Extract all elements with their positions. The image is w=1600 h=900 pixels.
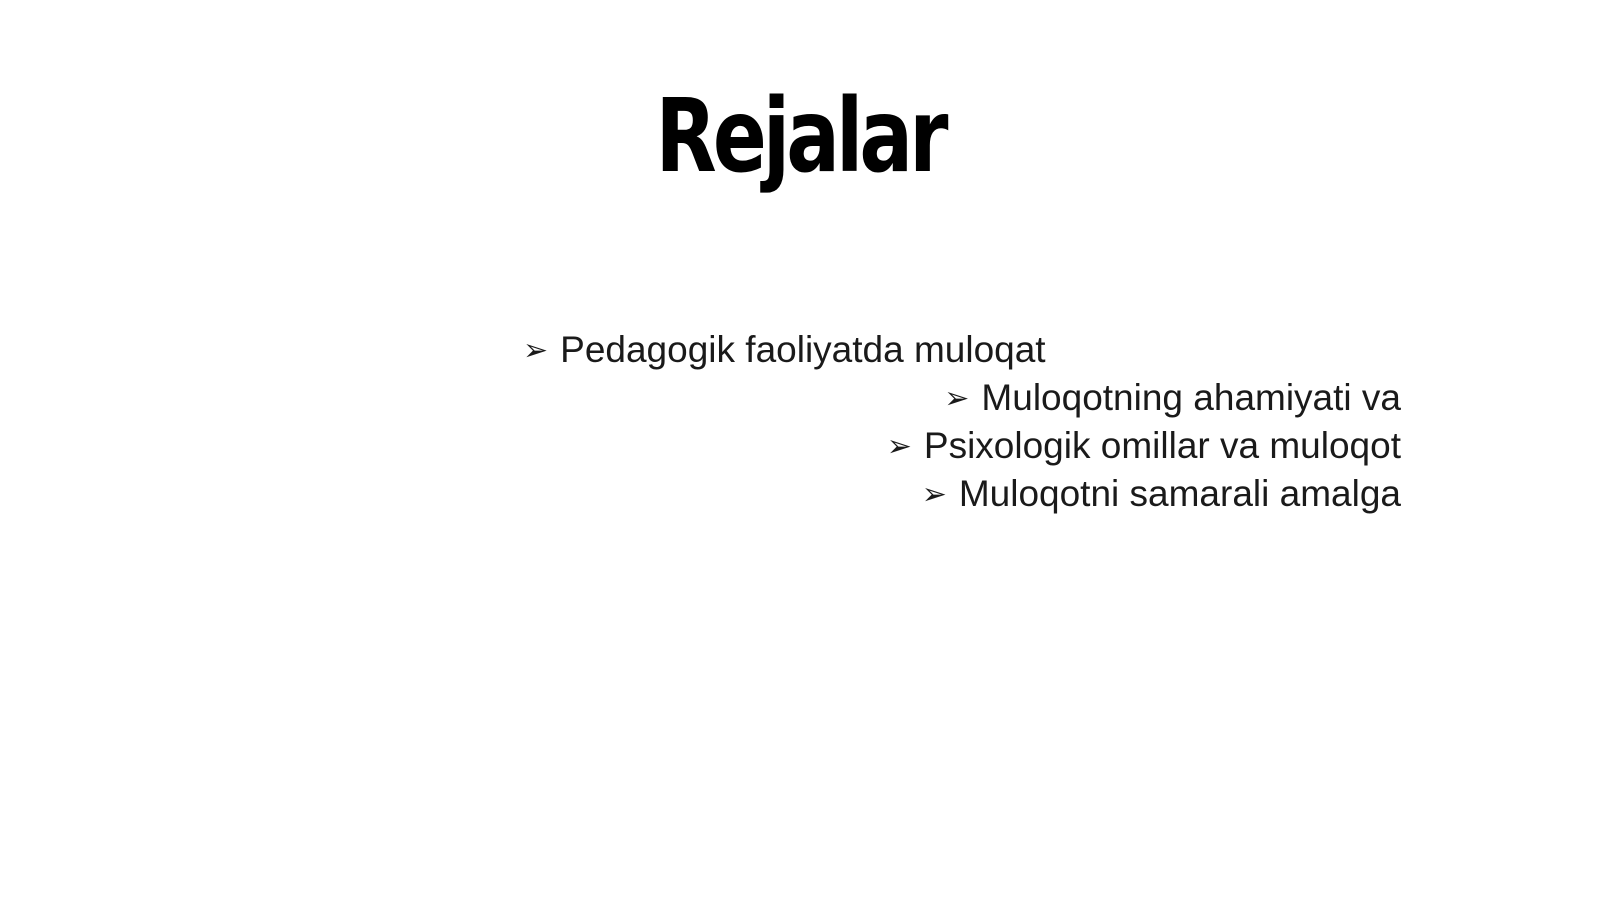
bullet-text: Muloqotni samarali amalga (958, 473, 1401, 514)
bullet-text: Muloqotning ahamiyati va (981, 377, 1401, 418)
bullet-item (944, 374, 1401, 423)
arrow-bullet-icon: ➢ (523, 334, 549, 367)
arrow-bullet-icon: ➢ (921, 478, 947, 511)
bullet-item (887, 422, 1401, 471)
arrow-bullet-icon: ➢ (886, 430, 912, 463)
bullet-text: Psixologik omillar va muloqot (923, 425, 1401, 466)
bullet-list (0, 326, 1600, 526)
slide-title: Rejalar (655, 77, 945, 196)
bullet-text: Pedagogik faoliyatda muloqat (560, 329, 1046, 370)
arrow-bullet-icon: ➢ (944, 382, 970, 415)
bullet-item (523, 326, 1046, 375)
bullet-item (922, 470, 1401, 519)
